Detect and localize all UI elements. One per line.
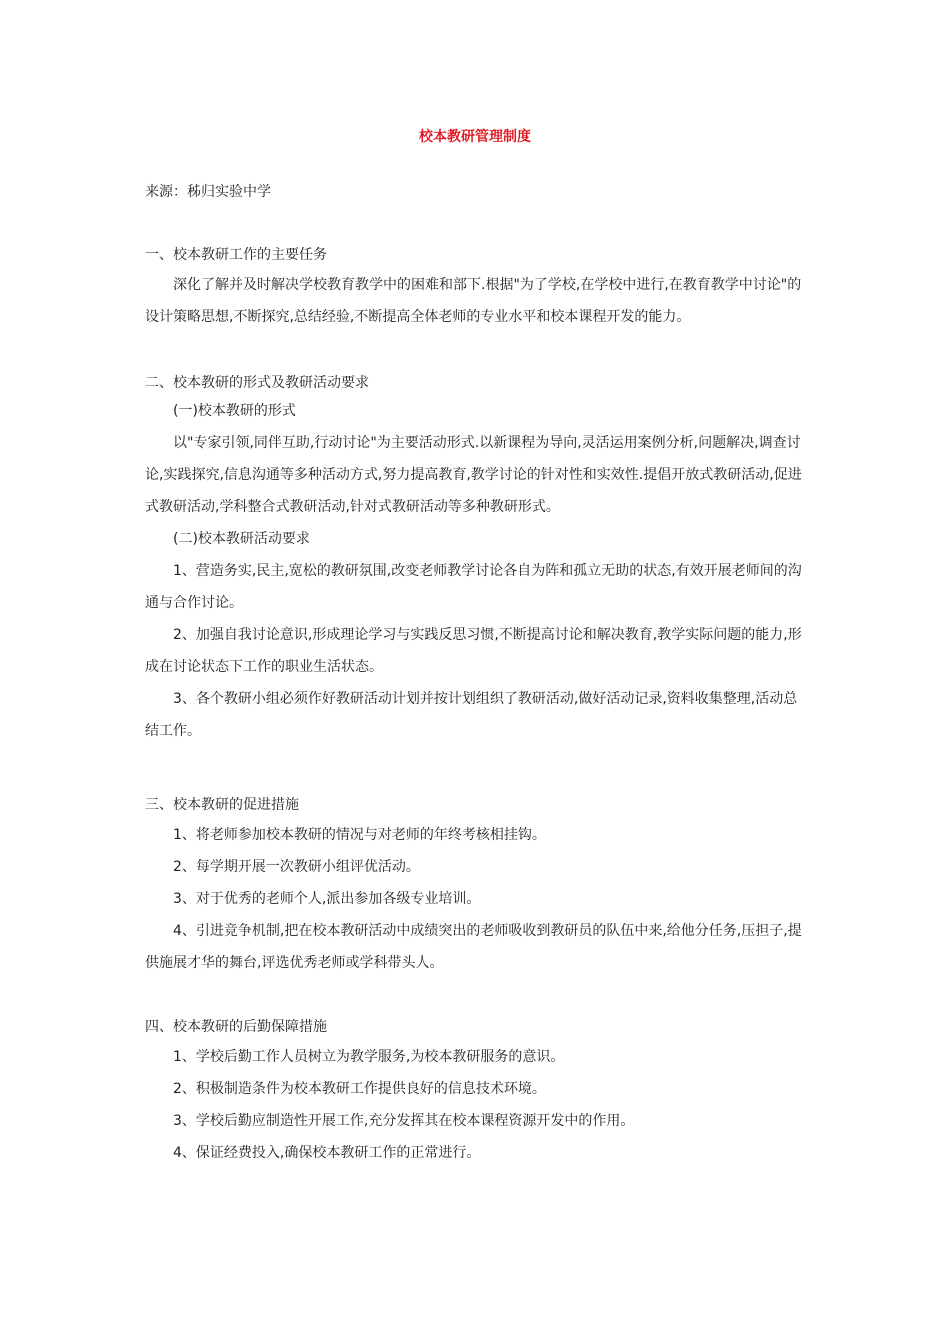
- list-item: 4、引进竞争机制,把在校本教研活动中成绩突出的老师吸收到教研员的队伍中来,给他分任务,压担子,提供施展才华的舞台,评选优秀老师或学科带头人。: [145, 923, 802, 971]
- subheading: (一)校本教研的形式: [173, 403, 296, 419]
- list-item: 3、学校后勤应制造性开展工作,充分发挥其在校本课程资源开发中的作用。: [173, 1113, 635, 1129]
- section-1: [145, 245, 810, 333]
- list-item: 2、加强自我讨论意识,形成理论学习与实践反思习惯,不断提高讨论和解决教育,教学实际问题的能力,形成在讨论状态下工作的职业生活状态。: [145, 627, 802, 675]
- list-item: 1、营造务实,民主,宽松的教研氛围,改变老师教学讨论各自为阵和孤立无助的状态,有效开展老师间的沟通与合作讨论。: [145, 563, 802, 611]
- list-item: 4、保证经费投入,确保校本教研工作的正常进行。: [173, 1145, 481, 1161]
- document-title: 校本教研管理制度: [419, 129, 531, 145]
- paragraph: 以"专家引领,同伴互助,行动讨论"为主要活动形式.以新课程为导向,灵活运用案例分析,问题解决,调查讨论,实践探究,信息沟通等多种活动方式,努力提高教育,教学讨论的针对性和实效性.提倡开放式教研活动,促进式教研活动,学科整合式教研活动,针对式教研活动等多种教研形式。: [145, 435, 802, 515]
- list-item: 3、对于优秀的老师个人,派出参加各级专业培训。: [173, 891, 481, 907]
- subheading: (二)校本教研活动要求: [173, 531, 310, 547]
- list-item: 2、积极制造条件为校本教研工作提供良好的信息技术环境。: [173, 1081, 546, 1097]
- section-heading: 四、校本教研的后勤保障措施: [145, 1019, 327, 1035]
- list-item: 2、每学期开展一次教研小组评优活动。: [173, 859, 420, 875]
- list-item: 3、各个教研小组必须作好教研活动计划并按计划组织了教研活动,做好活动记录,资料收集整理,活动总结工作。: [145, 691, 798, 739]
- list-item: 1、学校后勤工作人员树立为教学服务,为校本教研服务的意识。: [173, 1049, 565, 1065]
- section-2: [145, 373, 810, 747]
- source-line: 来源：秭归实验中学: [145, 184, 271, 200]
- section-4: [145, 1017, 810, 1169]
- section-heading: 一、校本教研工作的主要任务: [145, 247, 327, 263]
- list-item: 1、将老师参加校本教研的情况与对老师的年终考核相挂钩。: [173, 827, 546, 843]
- section-3: [145, 795, 810, 979]
- section-heading: 三、校本教研的促进措施: [145, 797, 299, 813]
- paragraph: 深化了解并及时解决学校教育教学中的困难和部下.根据"为了学校,在学校中进行,在教育教学中讨论"的设计策略思想,不断探究,总结经验,不断提高全体老师的专业水平和校本课程开发的能力。: [145, 277, 802, 325]
- section-heading: 二、校本教研的形式及教研活动要求: [145, 375, 369, 391]
